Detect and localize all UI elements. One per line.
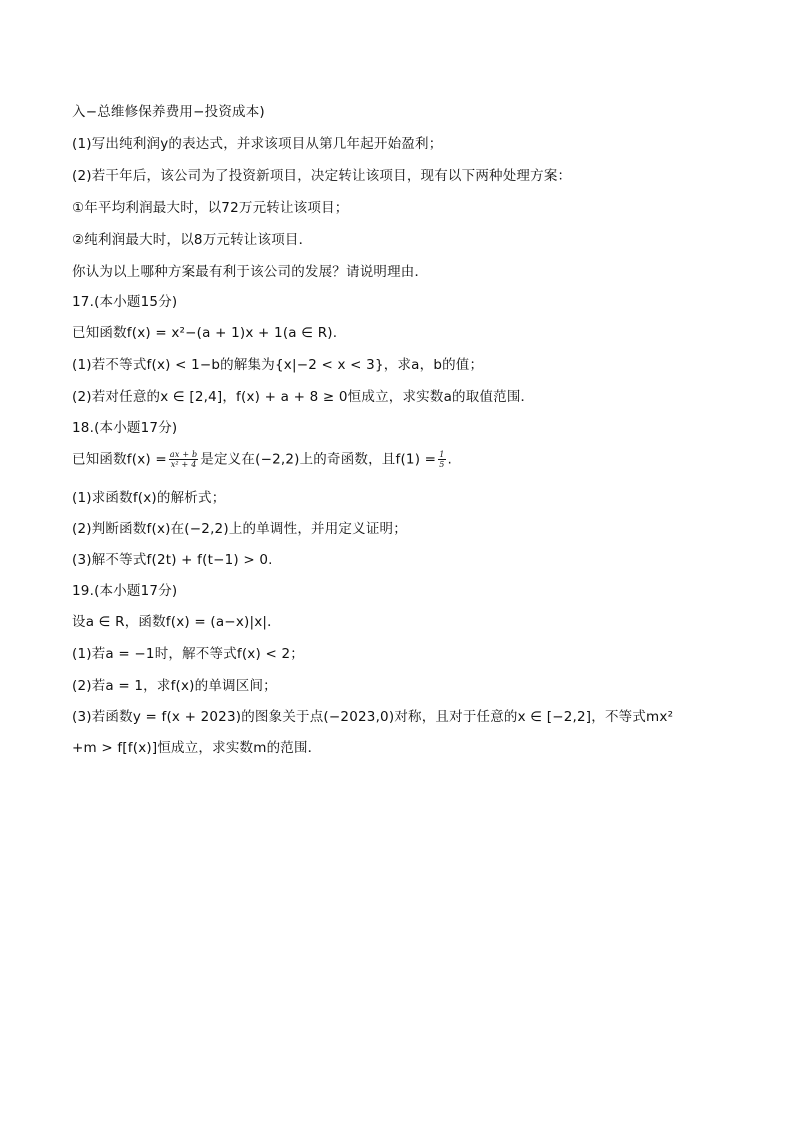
text-line-5: ②纯利润最大时，以8万元转让该项目． [72, 232, 313, 248]
text-line-6: 你认为以上哪种方案最有利于该公司的发展？请说明理由． [72, 264, 429, 280]
question-19-part-1: (1)若a = −1时，解不等式f(x) < 2； [72, 646, 304, 662]
q18-prefix: 已知函数f(x) = [72, 451, 167, 468]
text-line-3: (2)若干年后，该公司为了投资新项目，决定转让该项目，现有以下两种处理方案： [72, 168, 572, 184]
question-19-part-3-continued: +m > f[f(x)]恒成立，求实数m的范围． [72, 740, 322, 756]
q18-value-denominator: 5 [439, 460, 445, 469]
question-19-heading: 19.(本小题17分) [72, 583, 178, 599]
q18-value-fraction [438, 450, 445, 469]
question-18-function [72, 450, 452, 469]
question-18-part-1: (1)求函数f(x)的解析式； [72, 490, 226, 506]
question-19-part-3: (3)若函数y = f(x + 2023)的图象关于点(−2023,0)对称，且对于任意的x ∈ [−2,2]，不等式mx² [72, 709, 674, 725]
q18-middle: 是定义在(−2,2)上的奇函数，且f(1) = [200, 451, 437, 468]
question-18-part-3: (3)解不等式f(2t) + f(t−1) > 0. [72, 552, 273, 568]
q18-suffix: . [447, 451, 452, 468]
text-line-4: ①年平均利润最大时，以72万元转让该项目； [72, 200, 349, 216]
question-18-heading: 18.(本小题17分) [72, 420, 178, 436]
q18-fraction-numerator: ax + b [169, 450, 198, 459]
question-17-part-2: (2)若对任意的x ∈ [2,4]，f(x) + a + 8 ≥ 0恒成立，求实数a的取值范围． [72, 389, 535, 405]
q18-fraction [169, 450, 198, 469]
text-line-2: (1)写出纯利润y的表达式，并求该项目从第几年起开始盈利； [72, 136, 443, 152]
question-17-function: 已知函数f(x) = x²−(a + 1)x + 1(a ∈ R). [72, 325, 338, 341]
question-17-heading: 17.(本小题15分) [72, 294, 178, 310]
question-19-function: 设a ∈ R，函数f(x) = (a−x)|x|． [72, 614, 281, 630]
q18-value-numerator: 1 [439, 450, 445, 459]
question-17-part-1: (1)若不等式f(x) < 1−b的解集为{x|−2 < x < 3}，求a，b的值； [72, 357, 484, 373]
question-18-part-2: (2)判断函数f(x)在(−2,2)上的单调性，并用定义证明； [72, 521, 407, 537]
text-line-1: 入−总维修保养费用−投资成本) [72, 104, 265, 120]
q18-fraction-denominator: x² + 4 [170, 460, 197, 469]
question-19-part-2: (2)若a = 1，求f(x)的单调区间； [72, 678, 277, 694]
